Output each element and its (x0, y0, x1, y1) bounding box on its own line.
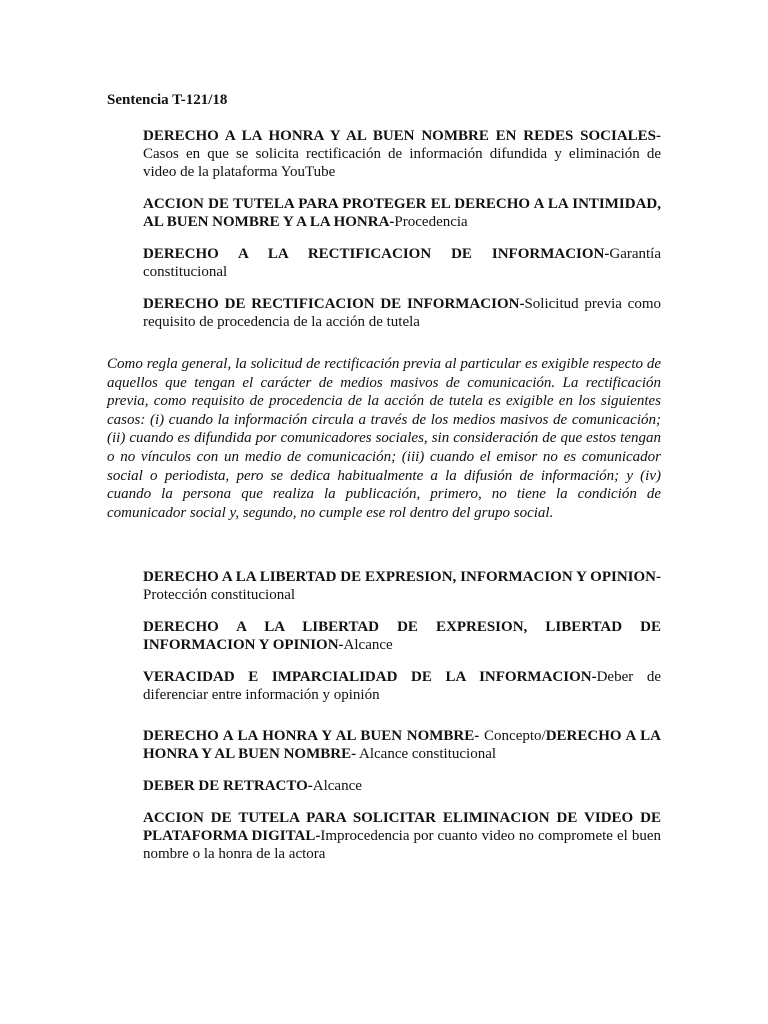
headnote-description: Alcance (343, 637, 393, 653)
headnote-heading: ACCION DE TUTELA PARA SOLICITAR ELIMINACION DE VIDEO DE PLATAFORMA DIGITAL- (143, 810, 661, 844)
headnotes-top (143, 127, 661, 345)
document-title: Sentencia T-121/18 (107, 92, 228, 108)
headnote-entry (143, 195, 661, 231)
headnote-description: Improcedencia por cuanto video no compromete el buen nombre o la honra de la actora (143, 828, 661, 862)
headnote-entry (143, 295, 661, 331)
headnote-heading: DERECHO A LA LIBERTAD DE EXPRESION, INFORMACION Y OPINION- (143, 569, 661, 585)
headnote-heading: DEBER DE RETRACTO- (143, 778, 313, 794)
headnote-description: Protección constitucional (143, 587, 296, 603)
headnote-description: Concepto/ (484, 728, 546, 744)
headnote-entry (143, 618, 661, 654)
headnote-heading: DERECHO A LA LIBERTAD DE EXPRESION, LIBERTAD DE INFORMACION Y OPINION- (143, 619, 661, 653)
headnote-entry (143, 809, 661, 863)
headnote-heading: DERECHO DE RECTIFICACION DE INFORMACION- (143, 296, 525, 312)
headnote-entry (143, 568, 661, 604)
headnote-heading: DERECHO A LA HONRA Y AL BUEN NOMBRE- (143, 728, 480, 744)
headnotes-middle (143, 568, 661, 718)
headnote-heading: VERACIDAD E IMPARCIALIDAD DE LA INFORMACION- (143, 669, 597, 685)
rule-summary-paragraph: Como regla general, la solicitud de rectificación previa al particular es exigible respecto de aquellos que tengan el carácter de medios masivos de comunicación. La rectificación previa, como requisito de procedencia de la acción de tutela es exigible en los siguientes casos: (i) cuando la información circula a través de los medios masivos de comunicación; (ii) cuando es difundida por comunicadores sociales, sin consideración de que estos tengan o no vínculos con un medio de comunicación; (iii) cuando el emisor no es comunicador social o periodista, pero se dedica habitualmente a la difusión de información; y (iv) cuando la persona que realiza la publicación, primero, no tiene la condición de comunicador social y, segundo, no cumple ese rol dentro del grupo social. (107, 356, 661, 521)
headnote-heading: DERECHO A LA HONRA Y AL BUEN NOMBRE- (143, 728, 662, 762)
headnote-entry (143, 245, 661, 281)
headnote-entry (143, 777, 661, 795)
headnote-description: Casos en que se solicita rectificación de información difundida y eliminación de video de la plataforma YouTube (143, 146, 661, 180)
headnote-entry (143, 127, 661, 181)
headnote-heading: DERECHO A LA HONRA Y AL BUEN NOMBRE EN REDES SOCIALES- (143, 128, 661, 144)
headnote-entry (143, 668, 661, 704)
headnote-heading: DERECHO A LA RECTIFICACION DE INFORMACION- (143, 246, 610, 262)
headnote-entry-honra (143, 727, 661, 763)
headnote-description: Alcance constitucional (359, 746, 497, 762)
headnote-description: Solicitud previa como requisito de procedencia de la acción de tutela (143, 296, 661, 330)
headnotes-bottom (143, 727, 661, 877)
headnote-description: Garantía constitucional (143, 246, 661, 280)
headnote-description: Deber de diferenciar entre información y opinión (143, 669, 661, 703)
headnote-heading: ACCION DE TUTELA PARA PROTEGER EL DERECHO A LA INTIMIDAD, AL BUEN NOMBRE Y A LA HONRA- (143, 196, 661, 230)
headnote-description: Procedencia (394, 214, 468, 230)
headnote-description: Alcance (312, 778, 362, 794)
